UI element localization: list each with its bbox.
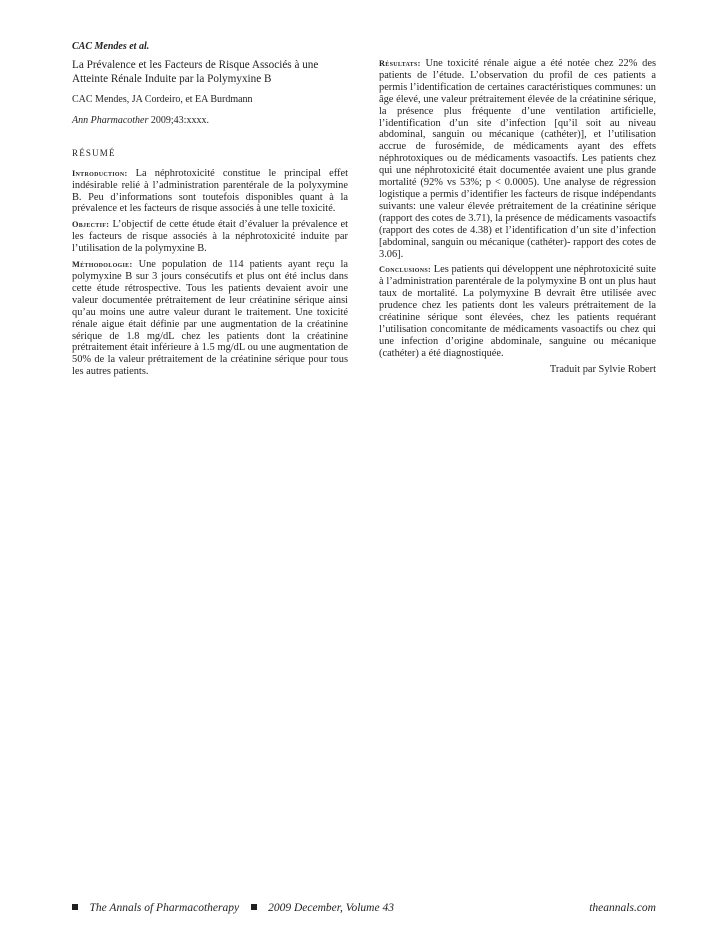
translator-credit: Traduit par Sylvie Robert xyxy=(549,363,656,375)
methodologie-label: Méthodologie: xyxy=(72,260,133,270)
resultats-label: Résultats: xyxy=(379,59,421,68)
right-column xyxy=(379,58,656,380)
article-title: La Prévalence et les Facteurs de Risque Associés à une Atteinte Rénale Induite par la Polymyxine B xyxy=(72,59,319,85)
conclusions-text: Les patients qui développent une néphrotoxicité suite à l’administration parentérale de la polymyxine B ont un plus haut taux de mortalité. La polymyxine B devrait être utilisée avec prudence chez les patients dont les valeurs prétraitement de la créatinine sérique sont élevées, chez les patients requérant l’utilisation concomitante de médicaments vasoactifs ou chez qui une infection d’origine abdominale, sanguine ou mécanique (cathéter) a été diagnostiquée. xyxy=(379,264,656,359)
introduction-label: Introduction: xyxy=(72,168,128,178)
introduction-paragraph xyxy=(72,168,348,216)
footer-issue: 2009 December, Volume 43 xyxy=(268,902,394,914)
resultats-text: Une toxicité rénale aigue a été notée chez 22% des patients de l’étude. L’observation du profil de ces patients a permis l’identification de certaines caractéristiques communes: un âge élevé, une valeur prétraitement élevée de la créatinine sérique, la présence plus fréquente d’une ventilation artificielle, l’identification d’un site d’infection [qu’il soit au niveau abdominal, sanguin ou mécanique (cathéter)], et l’utilisation accrue de furosémide, de médicaments ayant des effets néphrotoxiques ou de médicaments vasoactifs. Les patients chez qui une néphrotoxicité était documentée avaient une plus grande mortalité (92% vs 53%; p < 0.0005). Une analyse de régression logistique a permis d’identifier les facteurs de risque indépendants suivants: une valeur élevée prétraitement de la créatinine sérique (rapport des cotes de 3.71), la présence de médicaments vasoactifs (rapport des cotes de 4.38) et l’identification d’un site d’infection [abdominal, sanguin ou mécanique (cathéter)- rapport des cotes de 3.06]. xyxy=(379,58,656,260)
conclusions-paragraph xyxy=(379,264,656,359)
bullet-icon xyxy=(72,904,78,910)
conclusions-label: Conclusions: xyxy=(379,265,432,275)
running-head: CAC Mendes et al. xyxy=(72,41,150,52)
objectif-text: L’objectif de cette étude était d’évaluer la prévalence et les facteurs de risque associés à la néphrotoxicité induite par l’utilisation de la polymyxine B. xyxy=(72,219,348,255)
footer-website[interactable]: theannals.com xyxy=(589,902,656,914)
citation-journal: Ann Pharmacother xyxy=(72,114,149,126)
methodologie-text: Une population de 114 patients ayant reçu la polymyxine B sur 3 jours consécutifs et plus ont été inclus dans cette étude rétrospective. Tous les patients devaient avoir une valeur documentée prétraitement de leur créatinine sérique ainsi qu’au moins une autre valeur durant le traitement. Une toxicité rénale aigue était définie par une augmentation de la créatinine sérique de 1.8 mg/dL chez les patients dont la créatinine prétraitement était inférieure à 1.5 mg/dL ou une augmentation de 50% de la valeur prétraitement de la créatinine sérique pour tous les autres patients. xyxy=(72,259,348,378)
resultats-paragraph xyxy=(379,58,656,260)
objectif-paragraph xyxy=(72,219,348,255)
footer-journal: The Annals of Pharmacotherapy xyxy=(89,902,240,914)
article-authors: CAC Mendes, JA Cordeiro, et EA Burdmann xyxy=(72,94,253,105)
methodologie-paragraph xyxy=(72,259,348,378)
resume-heading: RÉSUMÉ xyxy=(72,147,116,158)
objectif-label: Objectif: xyxy=(72,220,110,230)
footer-journal-group xyxy=(72,902,394,914)
left-column xyxy=(72,58,348,382)
page-footer xyxy=(72,902,656,918)
article-citation xyxy=(72,115,348,127)
citation-details: 2009;43:xxxx. xyxy=(148,114,209,126)
bullet-icon xyxy=(251,904,257,910)
introduction-text: La néphrotoxicité constitue le principal effet indésirable relié à l’administration parentérale de la polyxymine B. Peu d’informations sont toutefois disponibles quant à la prévalence et les facteurs de risque associés à une telle toxicité. xyxy=(72,167,348,215)
